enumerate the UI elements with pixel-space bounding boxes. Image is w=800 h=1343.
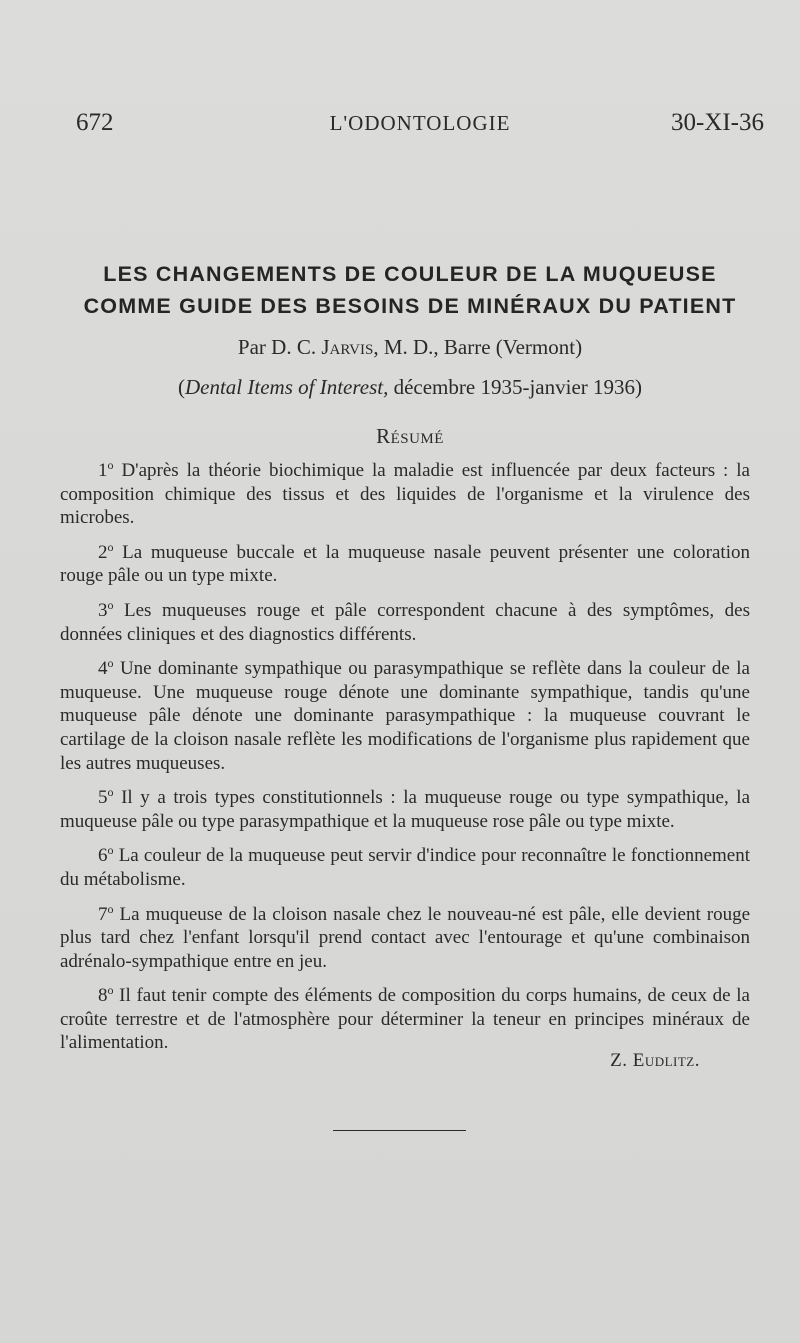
source-citation	[60, 371, 760, 403]
summary-paragraph	[60, 536, 750, 588]
paragraph-text: La muqueuse buccale et la muqueuse nasale peuvent présenter une coloration rouge pâle ou un type mixte.	[60, 541, 750, 587]
summary-paragraph	[60, 839, 750, 891]
paragraph-number: 7$^o$	[98, 901, 114, 925]
signature: Z. Eudlitz.	[610, 1050, 700, 1071]
article-title	[60, 258, 760, 322]
paragraph-text: Il y a trois types constitutionnels : la muqueuse rouge ou type sympathique, la muqueuse pâle ou type parasympathique et la muqueuse rose pâle ou type mixte.	[60, 787, 750, 832]
summary-paragraph	[60, 781, 750, 833]
summary-paragraph	[60, 594, 750, 646]
article-title-line-2: COMME GUIDE DES BESOINS DE MINÉRAUX DU PATIENT	[83, 294, 737, 318]
article-title-line-1: LES CHANGEMENTS DE COULEUR DE LA MUQUEUSE	[103, 262, 717, 286]
summary-paragraph	[60, 898, 750, 974]
paragraph-text: La muqueuse de la cloison nasale chez le nouveau-né est pâle, elle devient rouge plus tard chez l'enfant lorsqu'il prend contact avec l'entourage et qu'une combinaison adrénalo-sympathique entre en jeu.	[60, 903, 750, 972]
source-journal: Dental Items of Interest,	[184, 375, 389, 399]
page-number: 672	[76, 109, 114, 136]
section-heading: Résumé	[376, 424, 444, 448]
summary-paragraph	[60, 652, 750, 775]
paragraph-text: Il faut tenir compte des éléments de composition du corps humains, de ceux de la croûte terrestre et de l'atmosphère pour déterminer la teneur en principes minéraux de l'alimentation.	[60, 985, 750, 1054]
byline-prefix: Par D. C.	[237, 335, 317, 359]
paragraph-text: La couleur de la muqueuse peut servir d'indice pour reconnaître le fonctionnement du métabolisme.	[60, 845, 750, 890]
paragraph-text: D'après la théorie biochimique la maladie est influencée par deux facteurs : la composition chimique des tissus et des liquides de l'organisme et la virulence des microbes.	[60, 460, 750, 529]
paragraph-number: 4$^o$	[98, 656, 114, 680]
paragraph-number: 1$^o$	[98, 458, 114, 481]
paragraph-number: 6$^o$	[98, 843, 114, 867]
journal-title: L'ODONTOLOGIE	[329, 111, 511, 135]
byline-suffix: , M. D., Barre (Vermont)	[373, 335, 583, 359]
paragraph-number: 2$^o$	[98, 539, 114, 563]
paragraph-number: 3$^o$	[98, 597, 114, 621]
paragraph-number: 8$^o$	[98, 983, 114, 1007]
source-dates: décembre 1935-janvier 1936)	[388, 375, 642, 399]
summary-paragraph	[60, 979, 750, 1055]
source-paren: (	[177, 375, 185, 399]
paragraph-number: 5$^o$	[98, 785, 114, 809]
summary-body	[60, 454, 750, 1061]
author-surname: Jarvis	[321, 335, 374, 359]
paragraph-text: Les muqueuses rouge et pâle correspondent chacune à des symptômes, des données cliniques et des diagnostics différents.	[60, 599, 750, 645]
end-rule	[333, 1130, 466, 1131]
paragraph-text: Une dominante sympathique ou parasympathique se reflète dans la couleur de la muqueuse. Une muqueuse rouge dénote une dominante sympathique, tandis qu'une muqueuse pâle dénote une dominante parasympathique : la muqueuse couvrant le cartilage de la cloison nasale reflète les modifications de l'organisme plus rapidement que les autres muqueuses.	[60, 658, 750, 774]
byline	[60, 331, 760, 363]
summary-paragraph	[60, 454, 750, 530]
issue-date: 30-XI-36	[670, 109, 764, 136]
running-header	[76, 106, 764, 140]
